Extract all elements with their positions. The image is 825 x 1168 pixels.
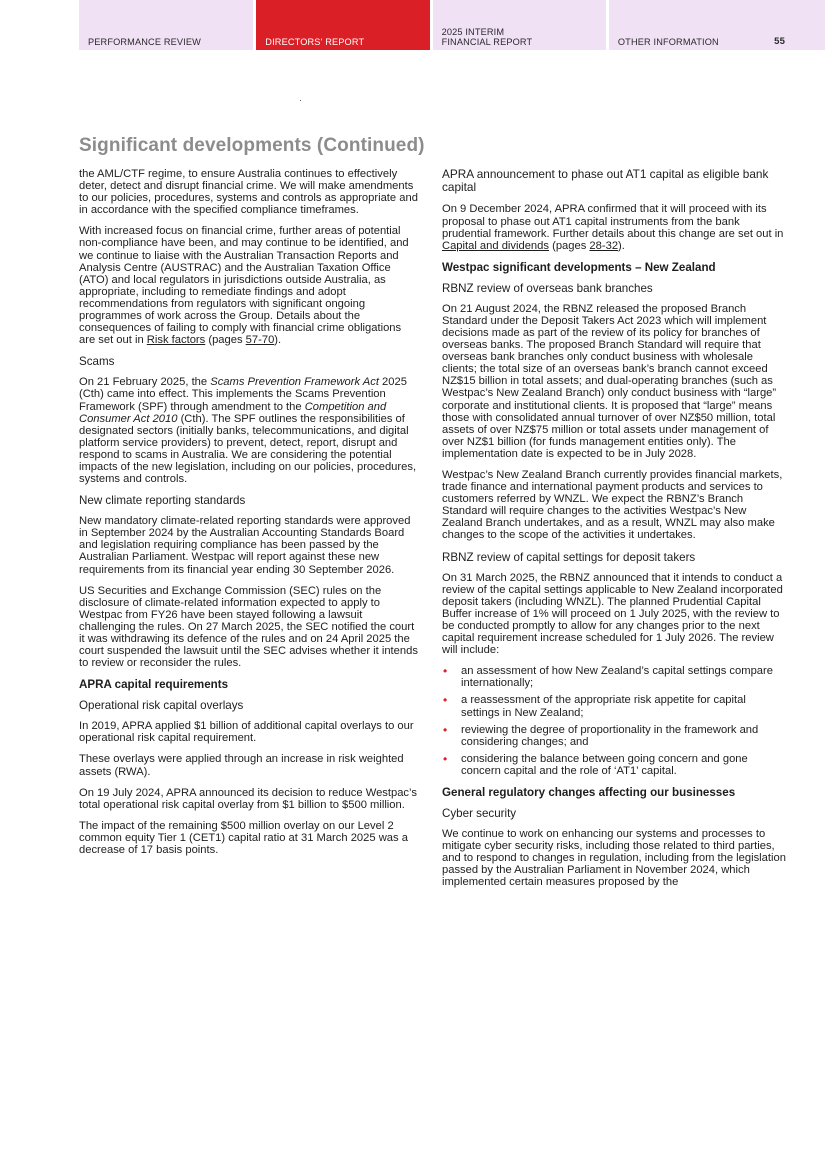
tab-label-line1: 2025 INTERIM — [441, 27, 505, 37]
paragraph — [79, 376, 420, 485]
text-run: (Cth). The SPF outlines the responsibilities of designated sectors (initially banks, telecommunications, and digital platform service providers) to prevent, detect, report, disrupt and respond to scams in Australia. We are considering the potential impacts of the new legislation, including on our policies, procedures, systems and controls. — [79, 412, 417, 486]
subheading-cyber-security: Cyber security — [442, 806, 517, 820]
tab-label: DIRECTORS' REPORT — [265, 37, 365, 47]
paragraph: US Securities and Exchange Commission (SEC) rules on the disclosure of climate-related information expected to apply to Westpac from FY26 have been stayed following a lawsuit challenging the rules. On 27 March 2025, the SEC notified the court it was withdrawing its defence of the rules and on 24 April 2025 the court suspended the lawsuit until the SEC advises whether it intends to review or reconsider the rules. — [79, 584, 418, 670]
right-column — [442, 168, 787, 897]
link-pages-57-70[interactable]: 57-70 — [245, 334, 275, 347]
list-item — [442, 724, 787, 748]
text-run: ). — [274, 334, 282, 347]
tab-label-line2: FINANCIAL REPORT — [441, 37, 533, 47]
paragraph: On 19 July 2024, APRA announced its decision to reduce Westpac’s total operational risk capital overlay from $1 billion to $500 million. — [79, 786, 417, 811]
paragraph: Westpac’s New Zealand Branch currently provides financial markets, trade finance and international payment products and services to customers referred by WNZL. We expect the RBNZ’s Branch Standard will require changes to the activities Westpac’s New Zealand Branch undertakes, and as a result, WNZL may also make changes to the scope of the activities it undertakes. — [442, 469, 783, 542]
link-pages-28-32[interactable]: 28-32 — [589, 239, 619, 252]
tab-performance-review[interactable] — [79, 0, 253, 50]
bullet-icon: • — [443, 722, 448, 737]
subheading-climate: New climate reporting standards — [79, 494, 246, 508]
text-run: (pages — [548, 239, 590, 252]
list-item — [442, 694, 787, 718]
list-item — [442, 753, 787, 777]
bullet-icon: • — [443, 664, 448, 679]
stray-dot — [300, 100, 301, 101]
list-item-text: reviewing the degree of proportionality in the framework and considering changes; and — [461, 723, 759, 748]
italic-act-name: Scams Prevention Framework Act — [210, 376, 379, 389]
left-column — [79, 168, 420, 865]
review-bullet-list — [442, 665, 787, 777]
paragraph: On 21 August 2024, the RBNZ released the proposed Branch Standard under the Deposit Takers Act 2023 which will implement decisions made as part of the review of its policy for branches of overseas banks. The proposed Branch Standard will require that overseas bank branches only conduct business with wholesale clients; the total size of an overseas bank’s branch cannot exceed NZ$15 billion in total assets; and dual-operating branches (such as Westpac’s New Zealand Branch) only conduct business with “large” corporate and institutional clients. It is proposed that “large” means those with consolidated annual turnover of over NZ$50 million, total assets of over NZ$75 million or total assets under management of over NZ$1 billion (for funds management entities only). The implementation date is expected to be in July 2028. — [442, 302, 777, 460]
paragraph: We continue to work on enhancing our systems and processes to mitigate cyber security risks, including those related to third parties, and to respond to changes in regulation, including from the legislation passed by the Australian Parliament in November 2024, which implemented certain measures proposed by the — [442, 827, 786, 889]
tab-label: PERFORMANCE REVIEW — [88, 37, 201, 47]
text-run: On 9 December 2024, APRA confirmed that it will proceed with its proposal to phase out AT1 capital instruments from the bank prudential framework. Further details about this change are set out in — [442, 203, 784, 240]
text-run: ). — [618, 239, 625, 252]
subheading-operational-risk: Operational risk capital overlays — [79, 699, 244, 713]
tab-label: OTHER INFORMATION — [617, 37, 719, 47]
paragraph: On 31 March 2025, the RBNZ announced that it intends to conduct a review of the capital settings applicable to New Zealand incorporated deposit takers (including WNZL). The planned Prudential Capital Buffer increase of 1% will proceed on 1 July 2025, with the review to be conducted promptly to allow for any changes prior to the next capital requirement increase scheduled for 1 July 2026. The review will include: — [442, 571, 783, 657]
bullet-icon: • — [443, 693, 448, 708]
page-number: 55 — [774, 36, 786, 47]
list-item-text: considering the balance between going concern and gone concern capital and the role of ‘AT1’ capital. — [461, 752, 748, 777]
heading-general-regulatory: General regulatory changes affecting our businesses — [442, 785, 736, 799]
subheading-scams: Scams — [79, 355, 115, 369]
heading-at1: APRA announcement to phase out AT1 capital as eligible bank capital — [442, 167, 769, 195]
paragraph: New mandatory climate-related reporting standards were approved in September 2024 by the Australian Accounting Standards Board and legislation requiring compliance has been passed by the Australian Parliament. Westpac will report against these new requirements from its financial year ending 30 September 2026. — [79, 515, 411, 576]
page-title: Significant developments (Continued) — [79, 135, 425, 156]
heading-apra-capital: APRA capital requirements — [79, 678, 229, 692]
tab-label — [442, 27, 533, 47]
paragraph: the AML/CTF regime, to ensure Australia continues to effectively deter, detect and disrupt financial crime. We will make amendments to our policies, procedures, systems and controls as appropriate and in accordance with the specified compliance timeframes. — [79, 168, 418, 217]
heading-nz-developments: Westpac significant developments – New Zealand — [442, 260, 716, 274]
text-run: 2025 (Cth) came into effect. This implements the Scams Prevention Framework (SPF) through amendment to the — [79, 376, 407, 413]
paragraph: The impact of the remaining $500 million overlay on our Level 2 common equity Tier 1 (CET1) capital ratio at 31 March 2025 was a decrease of 17 basis points. — [79, 819, 408, 857]
tab-directors-report[interactable] — [256, 0, 429, 50]
paragraph — [79, 225, 420, 346]
list-item-text: an assessment of how New Zealand’s capital settings compare internationally; — [461, 665, 773, 690]
subheading-capital-settings: RBNZ review of capital settings for deposit takers — [442, 550, 696, 564]
text-run: (pages — [205, 334, 246, 347]
paragraph — [442, 203, 787, 251]
tab-interim-financial-report[interactable] — [433, 0, 606, 50]
text-run: On 21 February 2025, the — [79, 376, 211, 389]
italic-act-name: Competition and Consumer Act 2010 — [79, 400, 387, 425]
list-item-text: a reassessment of the appropriate risk appetite for capital settings in New Zealand; — [461, 694, 746, 719]
paragraph: These overlays were applied through an increase in risk weighted assets (RWA). — [79, 753, 404, 778]
subheading-overseas-branches: RBNZ review of overseas bank branches — [442, 281, 653, 295]
tab-other-information[interactable] — [609, 0, 825, 50]
link-risk-factors[interactable]: Risk factors — [146, 334, 206, 347]
paragraph: In 2019, APRA applied $1 billion of additional capital overlays to our operational risk capital requirement. — [79, 720, 414, 745]
link-capital-and-dividends[interactable]: Capital and dividends — [442, 239, 549, 252]
bullet-icon: • — [443, 751, 448, 766]
section-nav — [79, 0, 825, 50]
text-run: With increased focus on financial crime, further areas of potential non-compliance have been, and may continue to be identified, and we continue to liaise with the Australian Transaction Reports and Analysis Centre (AUSTRAC) and the Australian Taxation Office (ATO) and local regulators in jurisdictions outside Australia, as appropriate, including to remediate findings and adopt recommendations from regulators with significant ongoing programmes of work across the Group. Details about the consequences of failing to comply with financial crime obligations are set out in — [79, 225, 409, 347]
list-item — [442, 665, 787, 689]
